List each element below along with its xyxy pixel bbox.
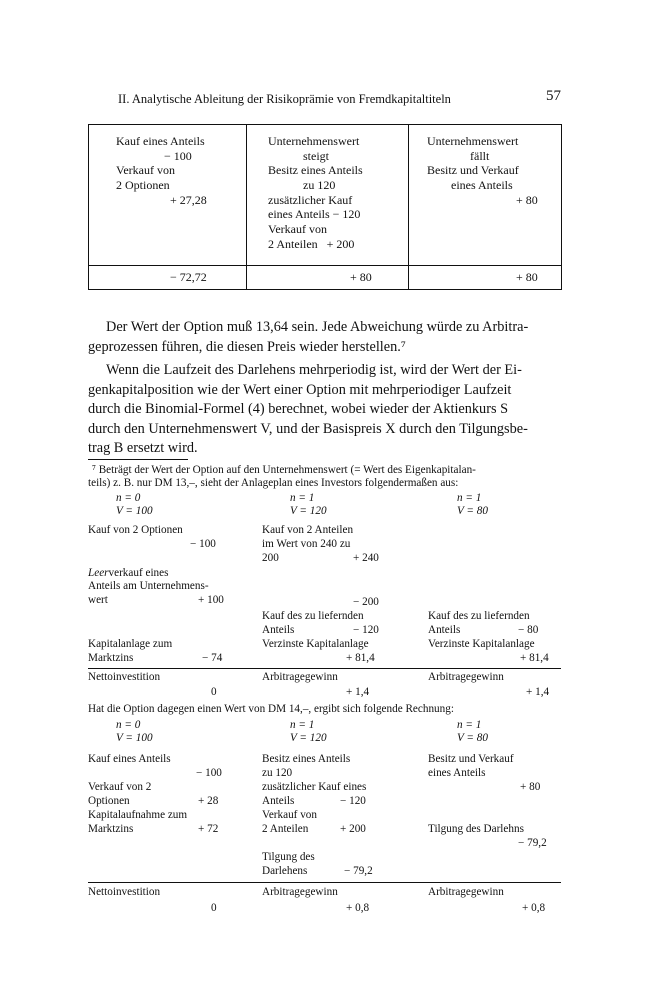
plan-item: Kauf des zu liefernden [428,610,530,622]
table-total: + 80 [350,270,372,284]
plan-item: Kauf von 2 Anteilen [262,524,354,536]
result-value: + 0,8 [522,902,546,914]
plan-item: Marktzins [88,823,134,835]
col-head: V = 120 [290,505,327,517]
table-cell: Unternehmenswert [427,134,519,148]
plan-value: − 79,2 [518,837,547,849]
plan-item: zusätzlicher Kauf eines [262,781,367,793]
table-total: + 80 [516,270,538,284]
col-head: V = 80 [457,505,488,517]
table-cell: Besitz eines Anteils [268,163,363,177]
plan-item: Kapitalaufnahme zum [88,809,188,821]
plan-item: eines Anteils [428,767,486,779]
page-number: 57 [546,88,561,104]
paragraph-line: Wenn die Laufzeit des Darlehens mehrperiodig ist, wird der Wert der Ei- [106,362,522,378]
plan-value: − 74 [202,652,223,664]
result-label: Arbitragegewinn [428,671,504,683]
footnote-line: Hat die Option dagegen einen Wert von DM 14,–, ergibt sich folgende Rechnung: [88,703,454,715]
footnote-line: ⁷ Beträgt der Wert der Option auf den Unternehmenswert (= Wert des Eigenkapitalan- [92,464,476,476]
plan-item: Besitz eines Anteils [262,753,351,765]
paragraph-line: Der Wert der Option muß 13,64 sein. Jede Abweichung würde zu Arbitra- [106,319,529,335]
plan-item: Verzinste Kapitalanlage [262,638,369,650]
plan-item: Marktzins [88,652,134,664]
table-cell: Unternehmenswert [268,134,360,148]
paragraph-line: genkapitalposition wie der Wert einer Option mit mehrperiodiger Laufzeit [88,382,512,398]
result-value: 0 [211,902,217,914]
col-head: n = 1 [290,492,315,504]
plan-item: Tilgung des [262,851,315,863]
plan-item: Kauf eines Anteils [88,753,171,765]
table-cell: eines Anteils [451,178,513,192]
plan-value: + 240 [353,552,379,564]
table-cell: + 80 [516,193,538,207]
plan-item: Anteils [428,624,461,636]
paragraph-line: trag B ersetzt wird. [88,440,198,456]
plan-item: Darlehens [262,865,308,877]
plan-item: Kauf des zu liefernden [262,610,364,622]
table-total: − 72,72 [170,270,207,284]
plan-item: Verkauf von [262,809,317,821]
paragraph-line: durch die Binomial-Formel (4) berechnet, wobei wieder der Aktienkurs S [88,401,509,417]
plan-value: − 120 [353,624,379,636]
plan-item: Anteils am Unternehmens- [88,580,209,592]
running-header: II. Analytische Ableitung der Risikoprämie von Fremdkapitaltiteln [118,92,451,106]
table-cell: zusätzlicher Kauf [268,193,353,207]
plan-item: Leerverkauf eines [88,567,169,579]
table-cell: 2 Optionen [116,178,170,192]
col-head: n = 0 [116,719,141,731]
col-head: V = 100 [116,732,153,744]
table-cell: Kauf eines Anteils [116,134,205,148]
plan-item: Optionen [88,795,130,807]
plan-item: Verkauf von 2 [88,781,152,793]
footnote-line: teils) z. B. nur DM 13,–, sieht der Anlageplan eines Investors folgendermaßen aus: [88,477,459,489]
table-cell: Besitz und Verkauf [427,163,519,177]
table-cell: − 100 [164,149,192,163]
plan-item: Kapitalanlage zum [88,638,173,650]
plan-value: − 100 [196,767,222,779]
plan-item: 200 [262,552,279,564]
result-label: Nettoinvestition [88,886,161,898]
result-value: + 1,4 [526,686,550,698]
table-cell: Verkauf von [116,163,175,177]
table-cell: Verkauf von [268,222,327,236]
table-cell: 2 Anteilen + 200 [268,237,355,251]
plan-item: wert [88,594,108,606]
col-head: V = 80 [457,732,488,744]
footnote-rule [88,459,188,460]
plan-value: + 200 [340,823,366,835]
result-value: + 0,8 [346,902,370,914]
result-label: Nettoinvestition [88,671,161,683]
plan-value: − 80 [518,624,539,636]
col-head: n = 1 [457,492,482,504]
table-cell: fällt [470,149,490,163]
plan-item: Verzinste Kapitalanlage [428,638,535,650]
plan-value: − 200 [353,596,379,608]
plan-value: + 81,4 [520,652,549,664]
plan-value: + 28 [198,795,219,807]
plan-value: − 120 [340,795,366,807]
table-cell: steigt [303,149,329,163]
table-cell: zu 120 [303,178,336,192]
paragraph-line: durch den Unternehmenswert V, und der Basispreis X durch den Tilgungsbe- [88,421,528,437]
plan-item: Besitz und Verkauf [428,753,514,765]
table-cell: + 27,28 [170,193,207,207]
col-head: V = 120 [290,732,327,744]
plan-item: Anteils [262,624,295,636]
paragraph-line: geprozessen führen, die diesen Preis wieder herstellen.⁷ [88,339,406,355]
result-label: Arbitragegewinn [428,886,504,898]
plan-item: 2 Anteilen [262,823,309,835]
result-label: Arbitragegewinn [262,671,338,683]
plan-value: − 100 [190,538,216,550]
col-head: n = 1 [290,719,315,731]
plan-value: + 100 [198,594,224,606]
col-head: V = 100 [116,505,153,517]
plan-item: Kauf von 2 Optionen [88,524,183,536]
result-label: Arbitragegewinn [262,886,338,898]
result-rule [88,668,561,669]
plan-value: + 81,4 [346,652,375,664]
result-rule [88,882,561,883]
plan-item: zu 120 [262,767,293,779]
col-head: n = 1 [457,719,482,731]
plan-item: im Wert von 240 zu [262,538,351,550]
plan-item: Anteils [262,795,295,807]
plan-item: Tilgung des Darlehns [428,823,524,835]
result-value: + 1,4 [346,686,370,698]
col-head: n = 0 [116,492,141,504]
plan-value: − 79,2 [344,865,373,877]
plan-value: + 80 [520,781,541,793]
plan-value: + 72 [198,823,219,835]
table-cell: eines Anteils − 120 [268,207,361,221]
result-value: 0 [211,686,217,698]
